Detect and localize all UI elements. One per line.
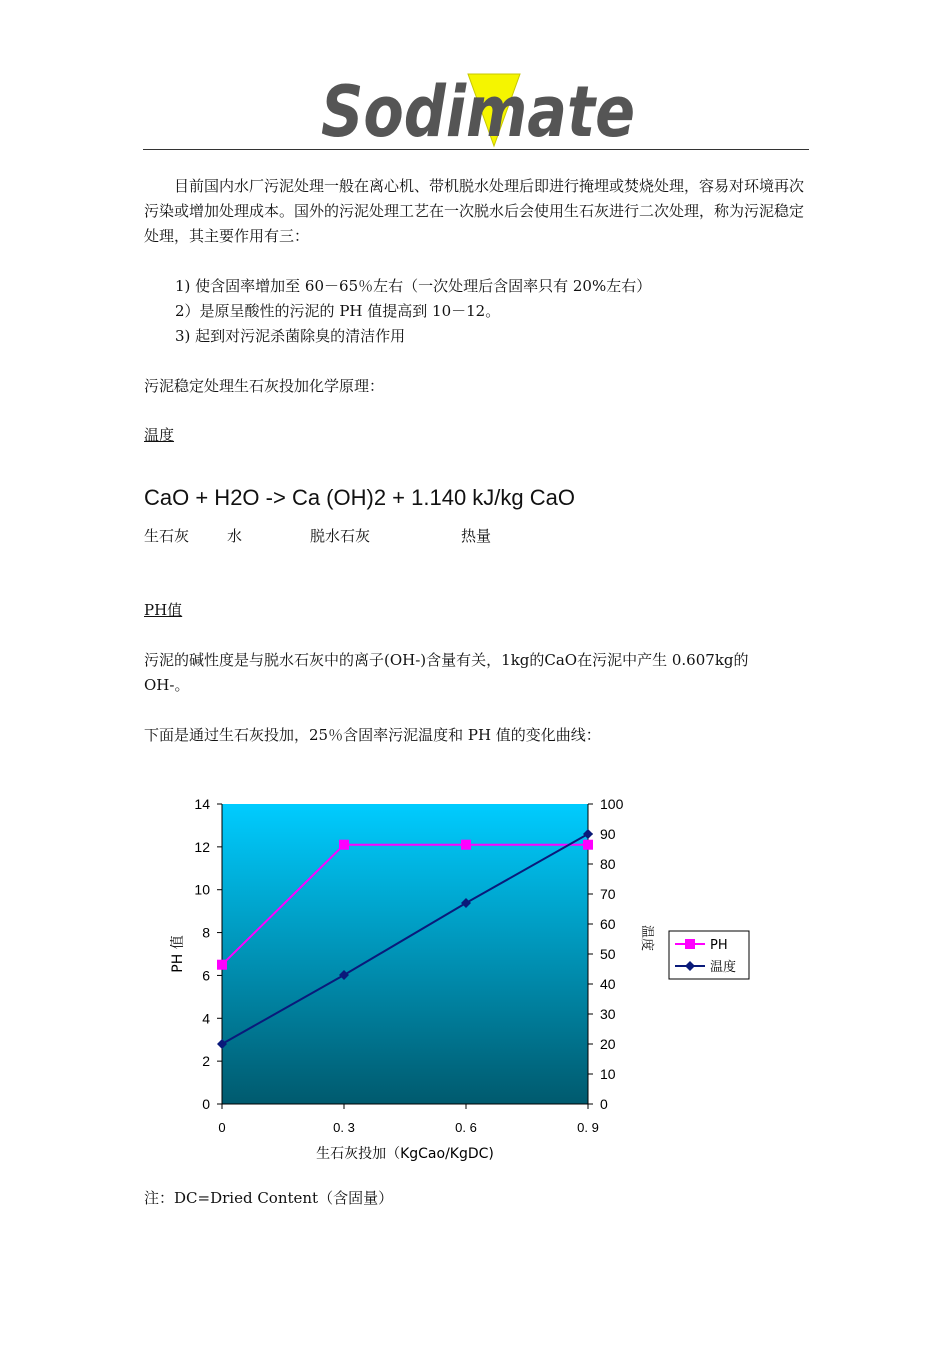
formula-label-quicklime: 生石灰	[144, 527, 190, 545]
ph-text-line1: 污泥的碱性度是与脱水石灰中的离子(OH-)含量有关，1kg的CaO在污泥中产生 0.607kg的	[144, 651, 749, 669]
ph-temperature-chart	[160, 788, 760, 1168]
right-tick-label: 20	[600, 1036, 616, 1052]
principle-title: 污泥稳定处理生石灰投加化学原理：	[144, 377, 385, 395]
right-tick-label: 90	[600, 826, 616, 842]
effects-list	[175, 274, 651, 349]
right-tick-label: 0	[600, 1096, 608, 1112]
left-tick-label: 14	[194, 796, 210, 812]
formula-label-heat: 热量	[461, 527, 492, 545]
header-rule	[143, 149, 809, 150]
intro-paragraph: 目前国内水厂污泥处理一般在离心机、带机脱水处理后即进行掩埋或焚烧处理，容易对环境再次污染或增加处理成本。国外的污泥处理工艺在一次脱水后会使用生石灰进行二次处理，称为污泥稳定处理，其主要作用有三：	[144, 177, 805, 245]
left-tick-label: 6	[202, 967, 210, 984]
right-tick-label: 80	[600, 856, 616, 872]
list-item: 3) 起到对污泥杀菌除臭的清洁作用	[175, 327, 406, 345]
ph-point	[461, 840, 471, 850]
x-tick-label: 0. 6	[455, 1120, 477, 1135]
curve-intro: 下面是通过生石灰投加，25％含固率污泥温度和 PH 值的变化曲线：	[144, 726, 601, 744]
plot-area	[222, 804, 588, 1104]
left-tick-label: 8	[202, 924, 210, 941]
left-tick-label: 4	[202, 1010, 210, 1027]
right-tick-label: 40	[600, 976, 616, 992]
footnote: 注：DC=Dried Content（含固量）	[144, 1189, 394, 1207]
left-axis-title: PH 值	[170, 935, 186, 973]
legend-marker-ph	[685, 939, 695, 949]
formula-label-water: 水	[227, 527, 243, 545]
right-axis-title: 温度	[639, 924, 654, 952]
left-tick-label: 12	[194, 838, 210, 855]
right-tick-label: 60	[600, 916, 616, 932]
left-tick-label: 0	[202, 1096, 210, 1112]
right-tick-label: 100	[600, 796, 624, 812]
list-item: 1) 使含固率增加至 60－65％左右（一次处理后含固率只有 20%左右）	[175, 277, 652, 295]
right-tick-label: 30	[600, 1006, 616, 1022]
legend-label: PH	[710, 938, 728, 953]
right-tick-label: 50	[600, 946, 616, 962]
ph-point	[339, 840, 349, 850]
ph-point	[217, 960, 227, 970]
x-tick-label: 0	[218, 1120, 226, 1135]
right-tick-label: 10	[600, 1066, 616, 1082]
chemical-formula: CaO + H2O -> Ca (OH)2 + 1.140 kJ/kg CaO	[144, 485, 575, 510]
ph-text-line2: OH-。	[144, 676, 190, 694]
ph-point	[583, 840, 593, 850]
svg-text:Sodimate: Sodimate	[321, 71, 635, 153]
x-tick-label: 0. 9	[577, 1120, 599, 1135]
left-tick-label: 10	[194, 881, 210, 898]
left-tick-label: 2	[202, 1053, 210, 1070]
sodimate-logo	[318, 71, 638, 153]
x-axis-title: 生石灰投加（KgCao/KgDC)	[316, 1146, 494, 1162]
x-tick-label: 0. 3	[333, 1120, 355, 1135]
right-tick-label: 70	[600, 886, 616, 902]
ph-heading: PH值	[144, 601, 183, 619]
formula-label-hydrated-lime: 脱水石灰	[310, 527, 371, 545]
temperature-heading: 温度	[144, 426, 175, 444]
list-item: 2）是原呈酸性的污泥的 PH 值提高到 10－12。	[175, 302, 501, 320]
legend-box	[669, 931, 749, 979]
legend-label: 温度	[710, 960, 737, 975]
